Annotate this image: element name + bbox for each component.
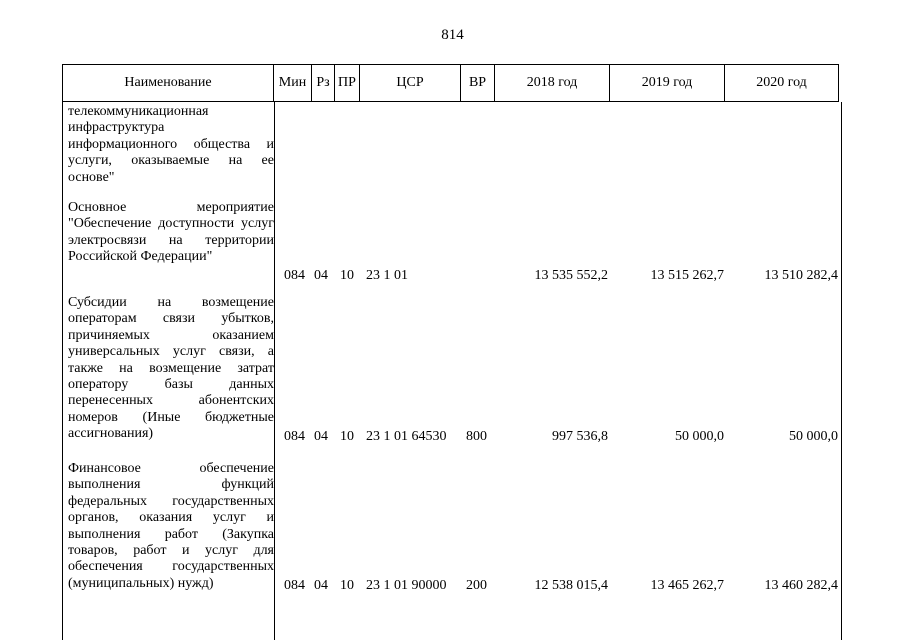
row-csr: 23 1 01 90000: [366, 578, 447, 593]
row-2018: 13 535 552,2: [534, 268, 608, 283]
table-row: [63, 461, 841, 594]
row-rz: 04: [314, 578, 328, 593]
row-2020: 13 460 282,4: [764, 578, 838, 593]
row-rz: 04: [314, 268, 328, 283]
row-2018: 12 538 015,4: [534, 578, 608, 593]
header-2018: 2018 год: [495, 65, 610, 102]
row-csr: 23 1 01 64530: [366, 429, 447, 444]
header-min: Мин: [274, 65, 312, 102]
row-vr: 200: [466, 578, 487, 593]
header-2020: 2020 год: [725, 65, 839, 102]
table-row: [63, 295, 841, 445]
row-2019: 50 000,0: [675, 429, 724, 444]
row-pr: 10: [340, 268, 354, 283]
header-name: Наименование: [63, 65, 274, 102]
row-2019: 13 465 262,7: [650, 578, 724, 593]
row-name: телекоммуникационная инфраструктура информационного общества и услуги, оказываемые на ее основе": [68, 104, 274, 185]
row-vr: 800: [466, 429, 487, 444]
page-number: 814: [441, 27, 464, 43]
row-2019: 13 515 262,7: [650, 268, 724, 283]
table-row: [63, 200, 841, 284]
row-name: Основное мероприятие "Обеспечение доступности услуг электросвязи на территории Российской Федерации": [68, 200, 274, 265]
row-rz: 04: [314, 429, 328, 444]
row-2020: 13 510 282,4: [764, 268, 838, 283]
row-2020: 50 000,0: [789, 429, 838, 444]
table-body: [62, 102, 841, 640]
header-2019: 2019 год: [610, 65, 725, 102]
row-min: 084: [284, 429, 305, 444]
header-csr: ЦСР: [360, 65, 461, 102]
row-name: Субсидии на возмещение операторам связи убытков, причиняемых оказанием универсальных услуг связи, а также на возмещение затрат оператору базы данных перенесенных абонентских номеров (Иные бюджетные ассигнования): [68, 295, 274, 442]
table-row: [63, 104, 841, 188]
header-vr: ВР: [461, 65, 495, 102]
row-2018: 997 536,8: [552, 429, 608, 444]
row-name: Финансовое обеспечение выполнения функций федеральных государственных органов, оказания услуг и выполнения работ (Закупка товаров, работ и услуг для обеспечения государственных (муниципальных) нужд): [68, 461, 274, 591]
header-pr: ПР: [335, 65, 360, 102]
row-min: 084: [284, 578, 305, 593]
row-pr: 10: [340, 578, 354, 593]
row-min: 084: [284, 268, 305, 283]
row-pr: 10: [340, 429, 354, 444]
header-rz: Рз: [312, 65, 335, 102]
table-header: [62, 64, 839, 102]
row-csr: 23 1 01: [366, 268, 408, 283]
column-divider: [841, 102, 842, 640]
